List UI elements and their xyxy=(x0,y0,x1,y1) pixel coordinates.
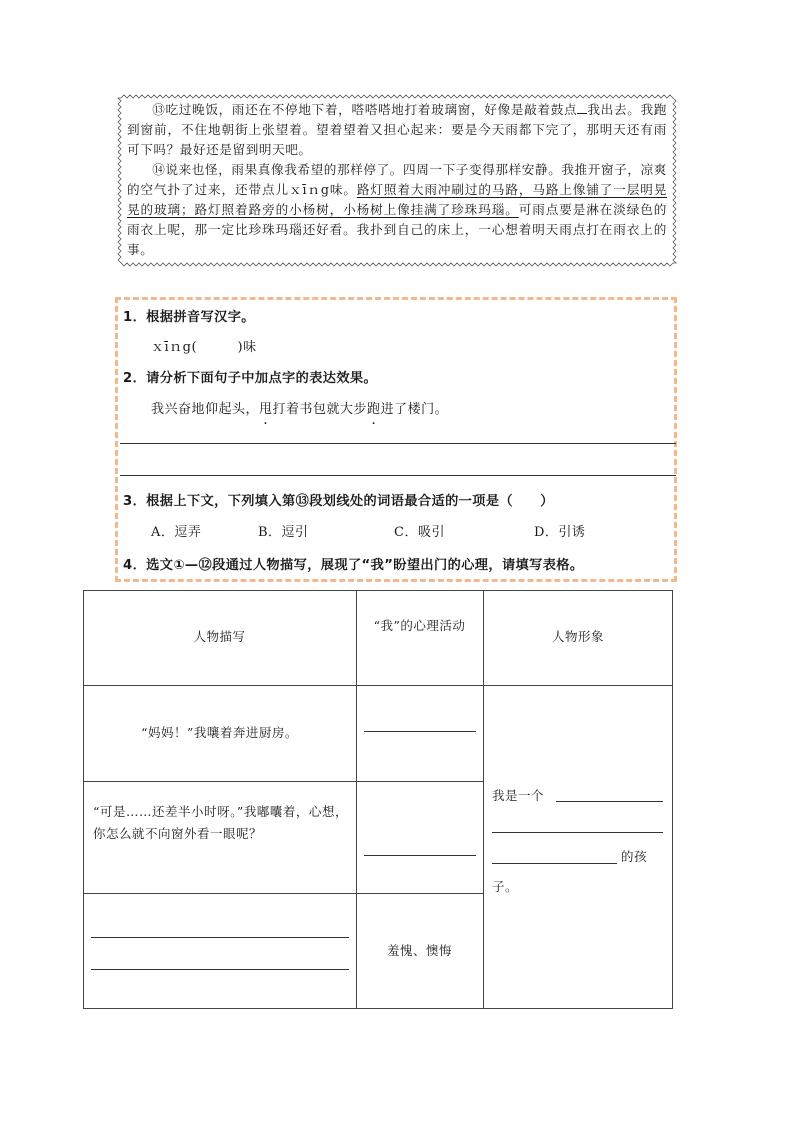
row-2-description: “可是……还差半小时呀。”我嘟囔着，心想，你怎么就不向窗外看一眼呢？ xyxy=(93,804,348,841)
row-3-description-blank-1[interactable] xyxy=(91,937,349,938)
table-col-line-2 xyxy=(483,590,484,1009)
character-suffix: 的孩 xyxy=(621,849,648,864)
passage-box xyxy=(117,94,677,267)
pinyin-prompt[interactable]: ｘīｎg( )味 xyxy=(151,340,257,355)
header-description: 人物描写 xyxy=(193,629,246,644)
answer-line-1[interactable] xyxy=(120,443,676,444)
question-2-sentence: 我兴奋地仰起头，甩打着书包就大步跑进了楼门。 xyxy=(151,402,449,417)
question-1: 1．根据拼音写汉字。 xyxy=(123,310,255,325)
table-border-top xyxy=(83,590,673,591)
table-row-line-1 xyxy=(83,685,673,686)
header-feeling: “我”的心理活动 xyxy=(373,618,466,633)
option-a[interactable]: A．逗弄 xyxy=(151,525,202,540)
row-3-feeling: 羞愧、懊悔 xyxy=(386,943,452,958)
blank-13[interactable] xyxy=(577,101,587,114)
character-blank-2[interactable] xyxy=(492,832,663,833)
header-character: 人物形象 xyxy=(551,629,604,644)
paragraph-14: ⑭说来也怪，雨果真像我希望的那样停了。四周一下子变得那样安静。我推开窗子，凉爽的空气扑了过来，还带点儿ｘīｎg味。路灯照着大雨冲刷过的马路，马路上像铺了一层明晃晃的玻璃；路灯照着路旁的小杨树，小杨树上像挂满了珍珠玛瑙。可雨点要是淋在淡绿色的雨衣上呢，那一定比珍珠玛瑙还好看。我扑到自己的床上，一心想着明天雨点打在雨衣上的事。 xyxy=(127,162,667,257)
passage-text xyxy=(127,100,667,260)
row-1-feeling-blank[interactable] xyxy=(364,731,476,732)
questions-box xyxy=(115,297,677,582)
character-end: 子。 xyxy=(492,879,519,894)
table-row-line-3 xyxy=(83,893,483,894)
analysis-table xyxy=(83,590,673,1009)
question-3: 3．根据上下文，下列填入第⑬段划线处的词语最合适的一项是（ ） xyxy=(123,494,554,509)
character-blank-3[interactable] xyxy=(492,863,617,864)
row-2-feeling-blank[interactable] xyxy=(364,855,476,856)
paragraph-13: ⑬吃过晚饭，雨还在不停地下着，嗒嗒嗒地打着玻璃窗，好像是敲着鼓点 我出去。我跑到窗前，不住地朝街上张望着。望着望着又担心起来：要是今天雨都下完了，那明天还有雨可下吗？最好还是留到明天吧。 xyxy=(127,102,668,157)
option-c[interactable]: C．吸引 xyxy=(394,525,445,540)
table-border-bottom xyxy=(83,1008,673,1009)
table-border-right xyxy=(672,590,673,1009)
character-prefix: 我是一个 xyxy=(492,788,545,803)
table-row-line-2 xyxy=(83,781,483,782)
answer-line-2[interactable] xyxy=(120,475,676,476)
row-3-description-blank-2[interactable] xyxy=(91,969,349,970)
question-4: 4．选文①—⑫段通过人物描写，展现了“我”盼望出门的心理，请填写表格。 xyxy=(123,558,584,573)
dotted-char-1: 甩 xyxy=(259,402,273,417)
dotted-char-2: 跑 xyxy=(367,402,381,417)
character-blank-1[interactable] xyxy=(556,801,663,802)
row-1-description: “妈妈！”我嚷着奔进厨房。 xyxy=(141,725,298,740)
option-b[interactable]: B．逗引 xyxy=(258,525,309,540)
underlined-sentence: 路灯照着大雨冲刷过的马路，马路上像铺了一层明晃晃的玻璃；路灯照着路旁的小杨树，小杨树上像挂满了珍珠玛瑙。 xyxy=(127,182,667,217)
option-d[interactable]: D．引诱 xyxy=(534,525,586,540)
question-2: 2．请分析下面句子中加点字的表达效果。 xyxy=(123,371,378,386)
table-border-left xyxy=(83,590,84,1009)
